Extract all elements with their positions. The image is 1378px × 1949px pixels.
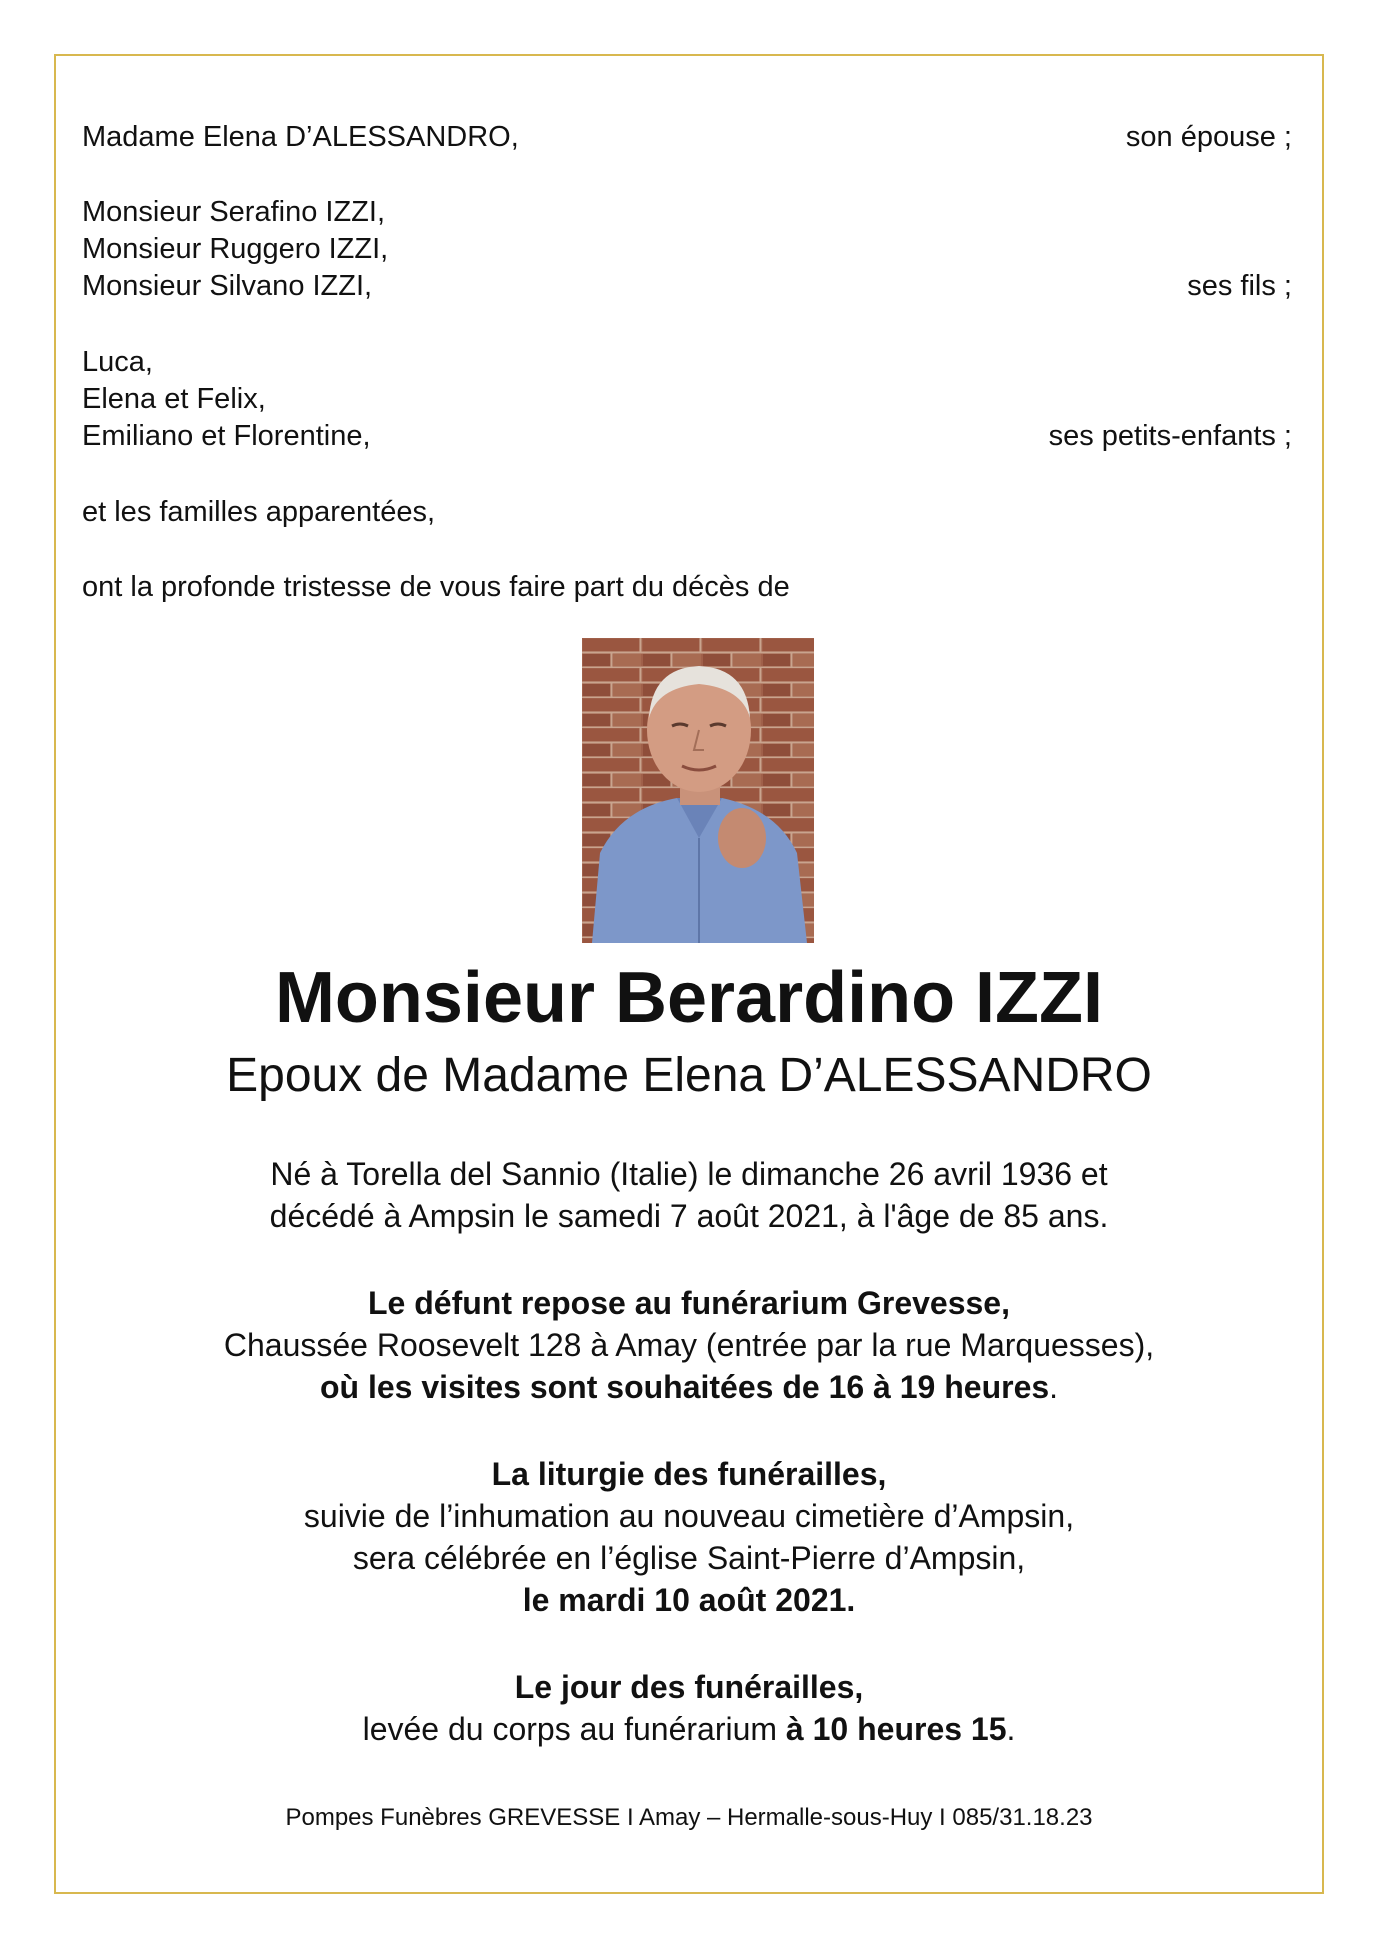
- spouse-line: Epoux de Madame Elena D’ALESSANDRO: [226, 1049, 1152, 1102]
- visitation-hours-bold: où les visites sont souhaitées de 16 à 19 heures: [319, 1369, 1050, 1405]
- liturgy-church: sera célébrée en l’église Saint-Pierre d’Ampsin,: [352, 1540, 1026, 1576]
- deceased-name: Monsieur Berardino IZZI: [274, 958, 1104, 1038]
- family-line-grandchild: [82, 381, 1292, 418]
- liturgy-date: le mardi 10 août 2021.: [522, 1582, 856, 1618]
- family-line-spouse: [82, 119, 1292, 156]
- family-name: Monsieur Silvano IZZI,: [82, 270, 373, 302]
- family-name: Elena et Felix,: [82, 383, 266, 415]
- family-line-grandchild: [82, 418, 1292, 455]
- family-line-grandchild: [82, 344, 1292, 381]
- family-name: Madame Elena D’ALESSANDRO,: [82, 121, 519, 153]
- liturgy-burial: suivie de l’inhumation au nouveau cimetière d’Ampsin,: [303, 1498, 1075, 1534]
- visitation-hours: [0, 1366, 1378, 1408]
- family-line-son: [82, 268, 1292, 305]
- funeral-day-heading: Le jour des funérailles,: [514, 1669, 864, 1705]
- death-line: décédé à Ampsin le samedi 7 août 2021, à l'âge de 85 ans.: [269, 1198, 1109, 1234]
- visitation-hours-end: .: [1049, 1369, 1059, 1405]
- family-relation: ses petits-enfants ;: [1048, 420, 1292, 452]
- funeral-day-time-end: .: [1006, 1711, 1016, 1747]
- family-relation: son épouse ;: [1125, 121, 1292, 153]
- liturgy-heading: La liturgie des funérailles,: [491, 1456, 887, 1492]
- portrait-photo: [582, 638, 814, 943]
- family-name: et les familles apparentées,: [82, 496, 436, 528]
- visitation-address: Chaussée Roosevelt 128 à Amay (entrée par la rue Marquesses),: [223, 1327, 1155, 1363]
- funeral-day-time: [0, 1708, 1378, 1750]
- family-relation: ses fils ;: [1187, 270, 1292, 302]
- family-name: Emiliano et Florentine,: [82, 420, 371, 452]
- funeral-day-time-bold: à 10 heures 15: [785, 1711, 1007, 1747]
- funeral-day-time-start: levée du corps au funérarium: [362, 1711, 786, 1747]
- birth-line: Né à Torella del Sannio (Italie) le dimanche 26 avril 1936 et: [270, 1156, 1108, 1192]
- funeral-home-footer: Pompes Funèbres GREVESSE I Amay – Hermalle-sous-Huy I 085/31.18.23: [285, 1804, 1093, 1831]
- announcement-text: ont la profonde tristesse de vous faire part du décès de: [82, 571, 790, 603]
- family-line-son: [82, 194, 1292, 231]
- family-name: Luca,: [82, 346, 153, 378]
- announcement-line: [82, 569, 1292, 606]
- family-name: Monsieur Ruggero IZZI,: [82, 233, 389, 265]
- family-line-son: [82, 231, 1292, 268]
- visitation-heading: Le défunt repose au funérarium Grevesse,: [368, 1285, 1010, 1321]
- family-line-relatives: [82, 494, 1292, 531]
- family-name: Monsieur Serafino IZZI,: [82, 196, 385, 228]
